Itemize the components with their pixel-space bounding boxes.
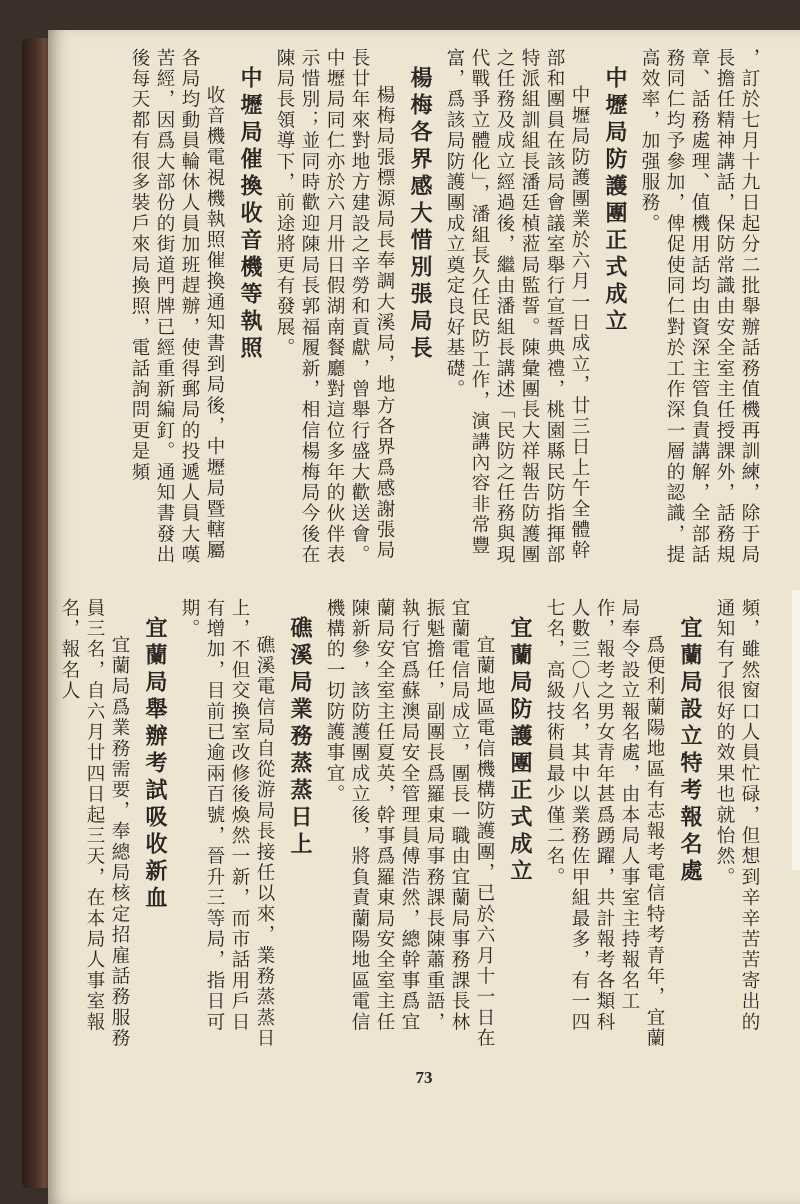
- article-body-yilan-registration: 爲便利蘭陽地區有志報考電信特考青年，宜蘭局奉令設立報名處，由本局人事室主持報名工作，報考之男女青年甚爲踴躍，共計報考各類科人數三〇八名，其中以業務佐甲組最多，有一四七名，高級技術員最少僅二名。: [544, 598, 665, 1049]
- article-body-zhongli-defense: 中壢局防護團業於六月一日成立，廿三日上午全體幹部和團員在該局會議室舉行宣誓典禮，桃園縣民防指揮部特派組訓組長潘廷楨蒞局監誓。陳彙團長大祥報告防護團之任務及成立經過後，繼由潘組長講述「民防之任務與現代戰爭立體化」，潘組長久任民防工作，演講內容非常豐富，爲該局防護團成立奠定良好基礎。: [444, 48, 590, 566]
- top-section: [127, 48, 762, 568]
- article-body-jiaoxi-business: 礁溪電信局自從游局長接任以來，業務蒸蒸日上，不但交換室改修後煥然一新，而市話用戶日有增加，目前已逾兩百號，晉升三等局，指日可期。: [179, 598, 275, 1049]
- article-title-yilan-defense: 宜蘭局防護團正式成立: [507, 616, 533, 886]
- article-body-zhongli-license: 收音機電視機執照催換通知書到局後，中壢局暨轄屬各局均動員輪休人員加班趕辦，使得郵局的投遞人員大嘆苦經，因爲大部份的街道門牌已經重新編釘。通知書發出後每天都有很多裝戶來局換照，電話詢問更是頻: [129, 48, 225, 566]
- book-page: [48, 30, 800, 1204]
- article-body-yilan-exam: 宜蘭局爲業務需要，奉總局核定招雇話務服務員三名，自六月廿四日起三天，在本局人事室報名，報名人: [59, 598, 130, 1049]
- article-body-yilan-defense: 宜蘭地區電信機構防護團，已於六月十一日在宜蘭電信局成立，團長一職由宜蘭局事務課長林振魁擔任，副團長爲羅東局事務課長陳蕭重語，執行官爲蘇澳局安全管理員傅浩然，總幹事爲宜蘭局安全室主任夏英，幹事爲羅東局安全室主任陳新參，該防護團成立後，將負責蘭陽地區電信機構的一切防護事宜。: [324, 598, 495, 1049]
- article-title-zhongli-defense: 中壢局防護團正式成立: [602, 66, 628, 336]
- continued-paragraph: 頻，雖然窗口人員忙碌，但想到辛辛苦苦寄出的通知有了很好的效果也就怡然。: [714, 598, 760, 1033]
- page-number: 73: [415, 1068, 433, 1087]
- article-title-yangmei-farewell: 楊梅各界感大惜別張局長: [407, 66, 433, 363]
- article-title-yilan-registration: 宜蘭局設立特考報名處: [677, 616, 703, 886]
- article-title-yilan-exam: 宜蘭局舉辦考試吸收新血: [142, 616, 168, 913]
- bottom-section: [57, 598, 762, 1050]
- intro-paragraph: ，訂於七月十九日起分二批舉辦話務值機再訓練，除于局長擔任精神講話，保防常識由安全室主任授課外，話務規章、話務處理、值機用話均由資深主管負責講解，全部話務同仁均予參加，俾促使同仁對於工作深一層的認識，提高效率，加强服務。: [639, 48, 760, 566]
- article-body-yangmei-farewell: 楊梅局張標源局長奉調大溪局，地方各界爲感謝張局長廿年來對地方建設之辛勞和貢獻，曾舉行盛大歡送會。中壢局同仁亦於六月卅日假湖南餐廳對這位多年的伙伴表示惜別；並同時歡迎陳局長郭福履新，相信楊梅局今後在陳局長領導下，前途將更有發展。: [274, 48, 395, 566]
- article-title-jiaoxi-business: 礁溪局業務蒸蒸日上: [287, 616, 313, 859]
- article-title-zhongli-license: 中壢局催換收音機等執照: [237, 66, 263, 363]
- page-edge: [792, 590, 800, 870]
